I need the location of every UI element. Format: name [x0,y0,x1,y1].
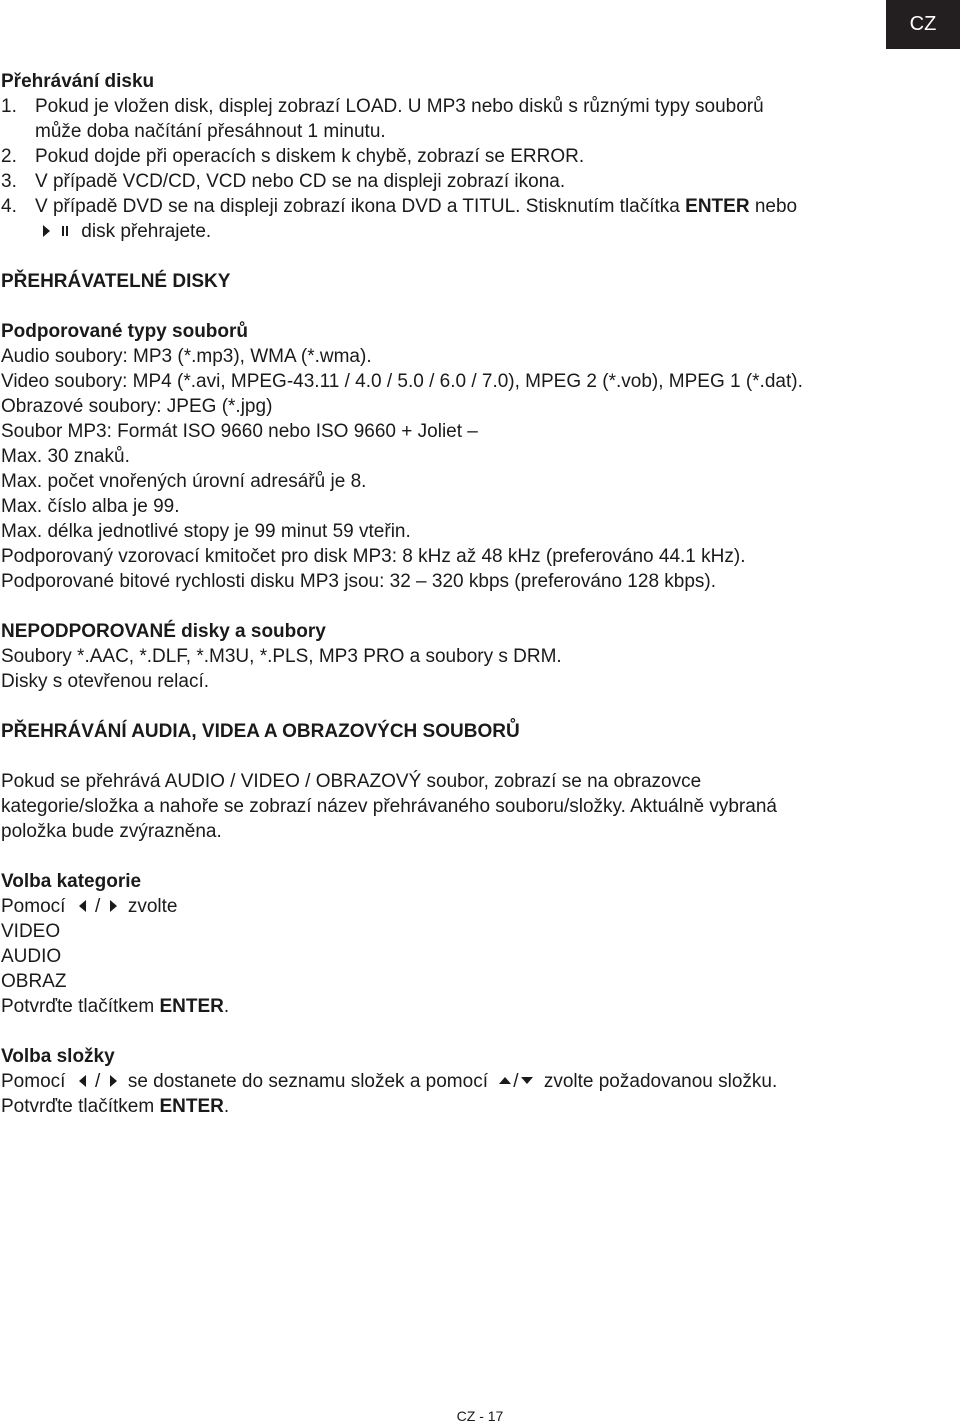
text-line: položka bude zvýrazněna. [1,821,222,842]
right-arrow-icon [110,900,117,912]
text-line: Potvrďte tlačítkem ENTER. [1,1096,230,1117]
pause-icon [62,226,68,236]
text-line: Audio soubory: MP3 (*.mp3), WMA (*.wma). [1,346,372,367]
subtitle-supported-types: Podporované typy souborů [1,321,249,342]
list-item: 1. Pokud je vložen disk, displej zobrazí LOAD. U MP3 nebo disků s různými typy souborů [1,96,764,117]
text-line: Disky s otevřenou relací. [1,671,210,692]
section-title-playback-files: PŘEHRÁVÁNÍ AUDIA, VIDEA A OBRAZOVÝCH SOUBORŮ [1,721,520,742]
category-option: VIDEO [1,921,61,942]
text-line: Max. číslo alba je 99. [1,496,180,517]
text-line: Max. počet vnořených úrovní adresářů je 8. [1,471,367,492]
text-line: Video soubory: MP4 (*.avi, MPEG-43.11 / 4.0 / 5.0 / 6.0 / 7.0), MPEG 2 (*.vob), MPEG 1 (*.dat). [1,371,803,392]
down-arrow-icon [521,1077,533,1084]
language-badge: CZ [886,0,960,49]
play-icon [43,225,50,237]
list-item-continuation: disk přehrajete. [1,220,211,244]
section-title-playable-discs: PŘEHRÁVATELNÉ DISKY [1,271,231,292]
text-line: Pomocí / se dostanete do seznamu složek a pomocí / zvolte požadovanou složku. [1,1071,778,1092]
text-line: Potvrďte tlačítkem ENTER. [1,996,230,1017]
text-line: Pokud se přehrává AUDIO / VIDEO / OBRAZOVÝ soubor, zobrazí se na obrazovce [1,771,702,792]
right-arrow-icon [110,1075,117,1087]
left-arrow-icon [79,1075,86,1087]
page-number: CZ - 17 [456,1408,504,1424]
list-item: 4. V případě DVD se na displeji zobrazí ikona DVD a TITUL. Stisknutím tlačítka ENTER nebo [1,196,798,217]
list-item-continuation: může doba načítání přesáhnout 1 minutu. [35,121,386,142]
text-line: Obrazové soubory: JPEG (*.jpg) [1,396,273,417]
text-line: Pomocí / zvolte [1,896,178,917]
list-item: 3. V případě VCD/CD, VCD nebo CD se na displeji zobrazí ikona. [1,171,566,192]
left-arrow-icon [79,900,86,912]
section-title-playback: Přehrávání disku [1,71,155,92]
text-line: Soubory *.AAC, *.DLF, *.M3U, *.PLS, MP3 PRO a soubory s DRM. [1,646,562,667]
section-title-category: Volba kategorie [1,871,142,892]
text-line: Podporované bitové rychlosti disku MP3 jsou: 32 – 320 kbps (preferováno 128 kbps). [1,571,717,592]
up-arrow-icon [499,1077,511,1084]
category-option: OBRAZ [1,971,67,992]
text-line: Podporovaný vzorovací kmitočet pro disk MP3: 8 kHz až 48 kHz (preferováno 44.1 kHz). [1,546,746,567]
list-item: 2. Pokud dojde při operacích s diskem k chybě, zobrazí se ERROR. [1,146,585,167]
section-title-folder: Volba složky [1,1046,115,1067]
text-line: Max. délka jednotlivé stopy je 99 minut 59 vteřin. [1,521,411,542]
text-line: Soubor MP3: Formát ISO 9660 nebo ISO 9660 + Joliet – [1,421,478,442]
text-line: Max. 30 znaků. [1,446,130,467]
category-option: AUDIO [1,946,62,967]
section-title-unsupported: NEPODPOROVANÉ disky a soubory [1,621,326,642]
text-line: kategorie/složka a nahoře se zobrazí název přehrávaného souboru/složky. Aktuálně vybraná [1,796,777,817]
